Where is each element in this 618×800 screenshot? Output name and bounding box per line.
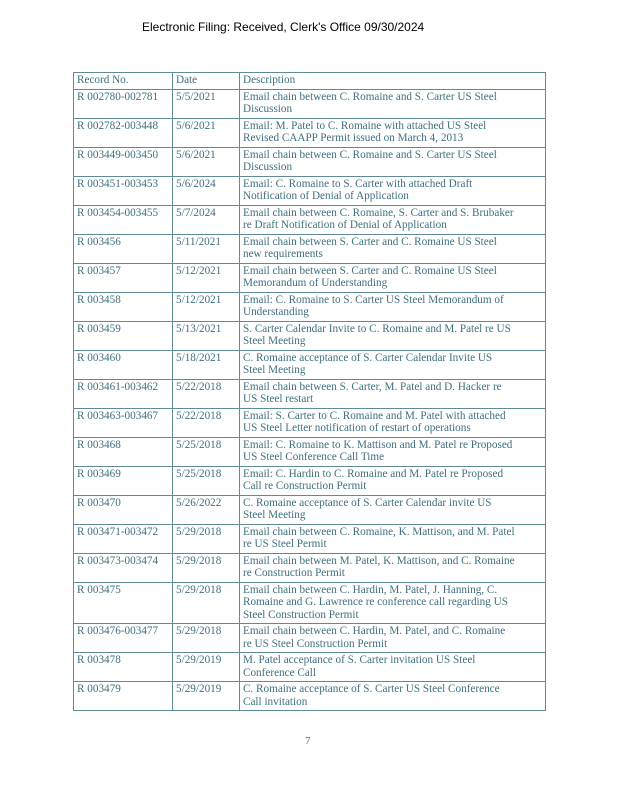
description-line: Email: M. Patel to C. Romaine with attached US Steel [243, 119, 487, 132]
table-row [74, 321, 546, 350]
table-row [74, 379, 546, 408]
description-cell [240, 408, 546, 437]
record-table [73, 72, 546, 711]
description-cell [240, 350, 546, 379]
date-cell: 5/25/2018 [173, 466, 240, 495]
page-number: 7 [305, 735, 311, 747]
description-line: S. Carter Calendar Invite to C. Romaine and M. Patel re US [243, 322, 511, 335]
description-line: US Steel Letter notification of restart of operations [243, 422, 471, 434]
description-line: Email: S. Carter to C. Romaine and M. Patel with attached [243, 409, 506, 422]
record-number-cell: R 002782-003448 [74, 118, 173, 147]
description-cell [240, 582, 546, 624]
description-line: Email: C. Romaine to K. Mattison and M. Patel re Proposed [243, 438, 513, 451]
description-line: Steel Meeting [243, 335, 306, 347]
description-line: Memorandum of Understanding [243, 277, 388, 289]
description-line: Email chain between C. Romaine, K. Mattison, and M. Patel [243, 525, 515, 538]
column-header-date: Date [173, 73, 240, 90]
date-cell: 5/22/2018 [173, 379, 240, 408]
description-line: Conference Call [243, 666, 316, 679]
description-line: new requirements [243, 248, 323, 260]
table-row [74, 118, 546, 147]
description-cell [240, 263, 546, 292]
table-row [74, 582, 546, 624]
date-cell: 5/6/2021 [173, 147, 240, 176]
description-line: Email: C. Romaine to S. Carter US Steel Memorandum of [243, 293, 504, 306]
description-line: re US Steel Permit [243, 538, 327, 550]
record-number-cell: R 002780-002781 [74, 89, 173, 118]
table-row [74, 524, 546, 553]
table-row [74, 408, 546, 437]
description-line: Email chain between C. Hardin, M. Patel, J. Hanning, C. [243, 583, 498, 596]
description-cell [240, 176, 546, 205]
record-number-cell: R 003470 [74, 495, 173, 524]
description-cell [240, 89, 546, 118]
record-number-cell: R 003475 [74, 582, 173, 624]
description-line: re US Steel Construction Permit [243, 637, 388, 650]
description-cell [240, 292, 546, 321]
description-line: Steel Meeting [243, 509, 306, 521]
table-row [74, 350, 546, 379]
table-row [74, 234, 546, 263]
description-line: Notification of Denial of Application [243, 190, 409, 202]
date-cell: 5/6/2021 [173, 118, 240, 147]
record-number-cell: R 003454-003455 [74, 205, 173, 234]
record-number-cell: R 003463-003467 [74, 408, 173, 437]
description-line: Email chain between C. Romaine and S. Carter US Steel [243, 148, 497, 161]
description-line: Email chain between S. Carter, M. Patel and D. Hacker re [243, 380, 502, 393]
column-header-record-no: Record No. [74, 73, 173, 90]
table-row [74, 553, 546, 582]
date-cell: 5/18/2021 [173, 350, 240, 379]
description-line: Understanding [243, 306, 309, 318]
record-number-cell: R 003469 [74, 466, 173, 495]
record-number-cell: R 003479 [74, 682, 173, 711]
description-line: re Draft Notification of Denial of Application [243, 219, 447, 231]
description-line: C. Romaine acceptance of S. Carter US Steel Conference [243, 683, 500, 695]
description-line: Email chain between C. Hardin, M. Patel, and C. Romaine [243, 625, 506, 637]
column-header-description: Description [240, 73, 546, 90]
description-line: C. Romaine acceptance of S. Carter Calendar invite US [243, 496, 492, 509]
description-line: Discussion [243, 161, 293, 173]
electronic-filing-header: Electronic Filing: Received, Clerk's Office 09/30/2024 [142, 20, 425, 34]
date-cell: 5/29/2019 [173, 653, 240, 682]
table-row [74, 682, 546, 711]
description-line: Call re Construction Permit [243, 480, 367, 492]
description-cell [240, 524, 546, 553]
record-number-cell: R 003458 [74, 292, 173, 321]
description-cell [240, 553, 546, 582]
record-table-container [73, 72, 545, 708]
record-number-cell: R 003451-003453 [74, 176, 173, 205]
description-cell [240, 234, 546, 263]
description-line: Email chain between S. Carter and C. Romaine US Steel [243, 264, 497, 277]
record-number-cell: R 003478 [74, 653, 173, 682]
date-cell: 5/6/2024 [173, 176, 240, 205]
table-row [74, 147, 546, 176]
date-cell: 5/7/2024 [173, 205, 240, 234]
description-line: Steel Construction Permit [243, 608, 359, 621]
date-cell: 5/25/2018 [173, 437, 240, 466]
description-cell [240, 495, 546, 524]
description-cell [240, 147, 546, 176]
description-line: Steel Meeting [243, 364, 306, 376]
description-line: Email chain between C. Romaine and S. Carter US Steel [243, 90, 497, 103]
table-row [74, 263, 546, 292]
description-line: US Steel Conference Call Time [243, 451, 385, 463]
date-cell: 5/29/2018 [173, 582, 240, 624]
description-cell [240, 118, 546, 147]
date-cell: 5/12/2021 [173, 263, 240, 292]
record-number-cell: R 003471-003472 [74, 524, 173, 553]
description-line: Email: C. Romaine to S. Carter with attached Draft [243, 177, 473, 190]
date-cell: 5/29/2018 [173, 524, 240, 553]
record-number-cell: R 003457 [74, 263, 173, 292]
description-line: Email chain between M. Patel, K. Mattison, and C. Romaine [243, 554, 515, 567]
date-cell: 5/13/2021 [173, 321, 240, 350]
description-line: re Construction Permit [243, 567, 345, 579]
table-header-row [74, 73, 546, 90]
record-number-cell: R 003468 [74, 437, 173, 466]
table-row [74, 205, 546, 234]
description-line: US Steel restart [243, 393, 314, 405]
description-cell [240, 205, 546, 234]
date-cell: 5/11/2021 [173, 234, 240, 263]
record-number-cell: R 003460 [74, 350, 173, 379]
description-cell [240, 437, 546, 466]
record-number-cell: R 003476-003477 [74, 624, 173, 653]
description-line: C. Romaine acceptance of S. Carter Calendar Invite US [243, 351, 493, 364]
description-line: M. Patel acceptance of S. Carter invitation US Steel [243, 654, 476, 666]
description-line: Call invitation [243, 695, 308, 708]
date-cell: 5/26/2022 [173, 495, 240, 524]
description-cell [240, 379, 546, 408]
description-cell [240, 653, 546, 682]
description-line: Email: C. Hardin to C. Romaine and M. Patel re Proposed [243, 467, 504, 480]
table-row [74, 89, 546, 118]
description-cell [240, 624, 546, 653]
date-cell: 5/12/2021 [173, 292, 240, 321]
record-number-cell: R 003456 [74, 234, 173, 263]
date-cell: 5/22/2018 [173, 408, 240, 437]
table-row [74, 176, 546, 205]
record-number-cell: R 003473-003474 [74, 553, 173, 582]
record-number-cell: R 003449-003450 [74, 147, 173, 176]
description-line: Discussion [243, 103, 293, 115]
record-number-cell: R 003459 [74, 321, 173, 350]
description-line: Email chain between C. Romaine, S. Carter and S. Brubaker [243, 206, 514, 219]
table-row [74, 495, 546, 524]
description-line: Romaine and G. Lawrence re conference call regarding US [243, 596, 508, 608]
table-row [74, 437, 546, 466]
description-cell [240, 682, 546, 711]
date-cell: 5/29/2019 [173, 682, 240, 711]
description-cell [240, 466, 546, 495]
date-cell: 5/5/2021 [173, 89, 240, 118]
record-number-cell: R 003461-003462 [74, 379, 173, 408]
table-row [74, 292, 546, 321]
table-row [74, 624, 546, 653]
table-row [74, 653, 546, 682]
description-line: Revised CAAPP Permit issued on March 4, 2013 [243, 132, 464, 144]
description-cell [240, 321, 546, 350]
table-row [74, 466, 546, 495]
date-cell: 5/29/2018 [173, 624, 240, 653]
date-cell: 5/29/2018 [173, 553, 240, 582]
description-line: Email chain between S. Carter and C. Romaine US Steel [243, 235, 497, 248]
